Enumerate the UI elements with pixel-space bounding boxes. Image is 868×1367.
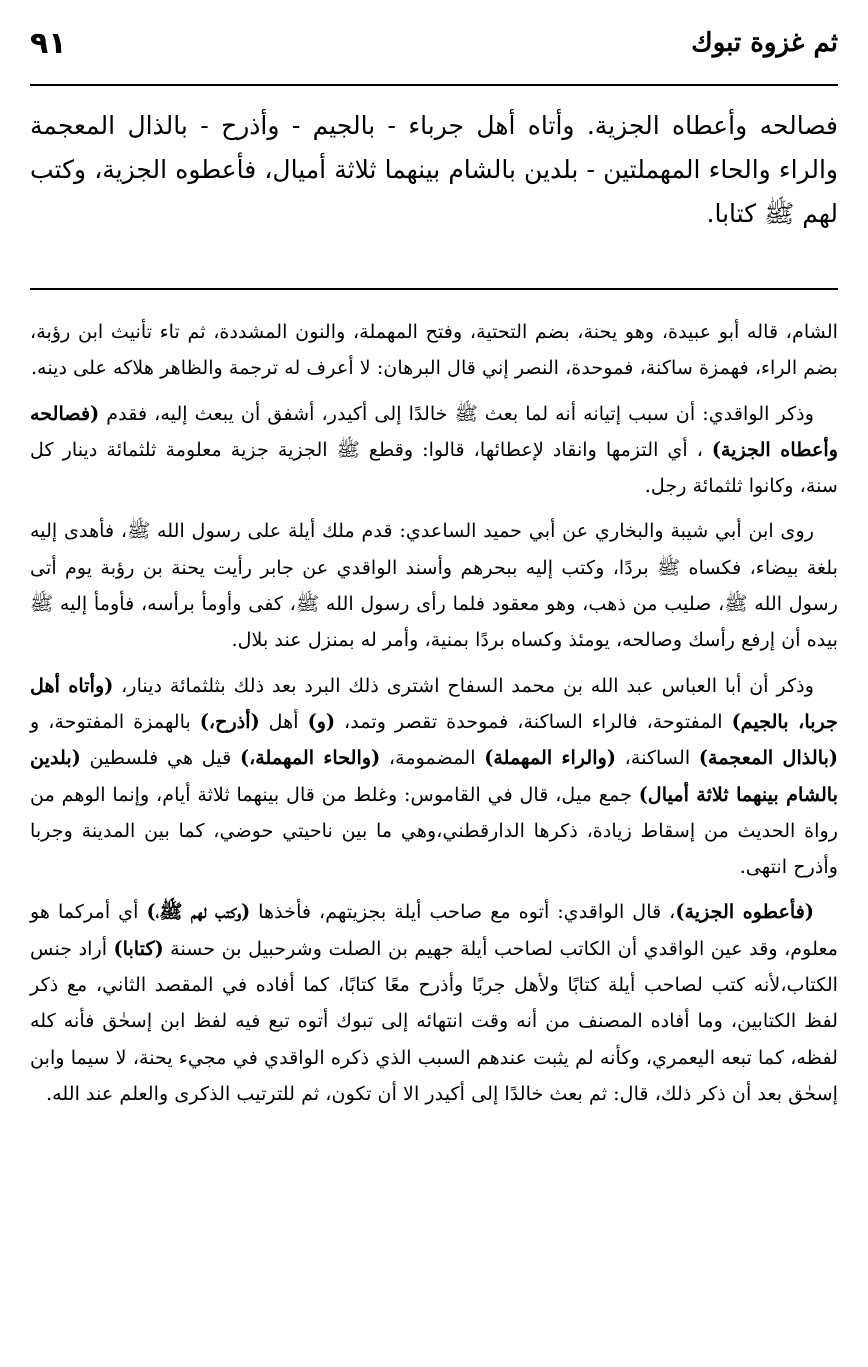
commentary-separator (30, 288, 838, 290)
commentary-paragraph (30, 513, 838, 658)
commentary-text: جمع ميل، قال في القاموس: وغلط من قال بينهما ثلاثة أيام، وإنما الوهم من رواة الحديث من إسقاط زيادة، ذكرها الدارقطني،وهي ما بين ناحيتي حوضي، كما بين المدينة وجربا وأذرح انتهى. (30, 782, 838, 879)
quoted-matn: (وأتاه أهل جربا، بالجيم) (30, 673, 838, 733)
quoted-matn: (أذرح،) (199, 709, 260, 733)
quoted-matn: (والحاء المهملة،) (239, 746, 381, 770)
commentary (30, 314, 838, 1121)
header-rule (30, 84, 838, 86)
commentary-text: وذكر الواقدي: أن سبب إتيانه أنه لما بعث ﷺ خالدًا إلى أكيدر، أشفق أن يبعث إليه، فقدم (99, 401, 814, 425)
commentary-paragraph (30, 894, 838, 1112)
commentary-text: المفتوحة، فالراء الساكنة، فموحدة تقصر وتمد، (335, 709, 732, 733)
main-text-body: فصالحه وأعطاه الجزية. وأتاه أهل جرباء - بالجيم - وأذرح - بالذال المعجمة والراء والحاء المهملتين - بلدين بالشام بينهما ثلاثة أميال، فأعطوه الجزية، وكتب لهم ﷺ كتابا. (30, 111, 838, 228)
main-text (30, 104, 838, 236)
quoted-matn: (فأعطوه الجزية) (675, 900, 814, 924)
commentary-text: بالهمزة المفتوحة، و (30, 709, 200, 733)
quoted-matn: (بلدين بالشام بينهما ثلاثة أميال) (30, 746, 838, 806)
commentary-text: أراد جنس الكتاب،لأنه كتب لصاحب أيلة كتابًا ولأهل جربًا وأذرح معًا كتابًا، كما أفاده في المقصد الثاني، مع ذكر لفظ الكتابين، وما أفاده المصنف من أنه وقت انتهائه إلى تبوك أتوه تبع فيه لفظ ابن إسحٰق فأنه كله لفظه، كما تبعه اليعمري، وكأنه لم يثبت عندهم السبب الذي ذكره الواقدي في مجيء يحنة، لا سيما وابن إسحٰق بعد أن ذكر ذلك، قال: ثم بعث خالدًا إلى أكيدر الا أن تكون، ثم للترتيب الذكرى والعلم عند الله. (30, 936, 838, 1105)
chapter-title: ثم غزوة تبوك (691, 28, 838, 58)
commentary-text: ، قال الواقدي: أتوه مع صاحب أيلة بجزيتهم، فأخذها (250, 900, 676, 924)
commentary-text: أهل (259, 709, 308, 733)
commentary-text: الساكنة، (615, 746, 699, 770)
commentary-text: ، أي التزمها وانقاد لإعطائها، قالوا: وقطع ﷺ الجزية جزية معلومة ثلثمائة دينار كل سنة، وكانوا ثلثمائة رجل. (30, 437, 838, 498)
quoted-matn: (كتابا) (113, 936, 164, 960)
page-header (30, 26, 838, 70)
commentary-text: وذكر أن أبا العباس عبد الله بن محمد السفاح اشترى ذلك البرد بعد ذلك بثلثمائة دينار، (113, 673, 814, 697)
commentary-text: الشام، قاله أبو عبيدة، وهو يحنة، بضم التحتية، وفتح المهملة، والنون المشددة، ثم تاء تأنيث ابن رؤبة، بضم الراء، فهمزة ساكنة، فموحدة، النصر إني قال البرهان: لا أعرف له ترجمة والظاهر هلاكه على دينه. (30, 320, 838, 380)
commentary-paragraph (30, 668, 838, 886)
commentary-text: قيل هي فلسطين (80, 746, 240, 770)
commentary-text: أي أمركما هو معلوم، وقد عين الواقدي أن الكاتب لصاحب أيلة جهيم بن الصلت وشرحبيل بن حسنة (30, 900, 838, 960)
page-number: ٩١ (30, 26, 67, 61)
commentary-paragraph (30, 314, 838, 387)
quoted-matn: (بالذال المعجمة) (698, 746, 838, 770)
commentary-paragraph (30, 396, 838, 505)
quoted-matn: (وكتب لهم ﷺ،) (146, 900, 251, 924)
quoted-matn: (فصالحه وأعطاه الجزية) (30, 401, 838, 461)
commentary-text: روى ابن أبي شيبة والبخاري عن أبي حميد الساعدي: قدم ملك أيلة على رسول الله ﷺ، فأهدى إليه بلغة بيضاء، فكساه ﷺ بردًا، وكتب إليه ببحرهم وأسند الواقدي عن جابر رأيت يحنة بن رؤبة يوم أتى رسول الله ﷺ، صليب من ذهب، وهو معقود فلما رأى رسول الله ﷺ، كفى وأومأ برأسه، فأومأ إليه ﷺ بيده أن إرفع رأسك وصالحه، يومئذ وكساه بردًا بمنية، وأمر له بمنزل عند بلال. (30, 519, 838, 652)
commentary-text: المضمومة، (380, 746, 485, 770)
quoted-matn: (والراء المهملة) (484, 746, 616, 770)
quoted-matn: (و) (307, 709, 336, 733)
